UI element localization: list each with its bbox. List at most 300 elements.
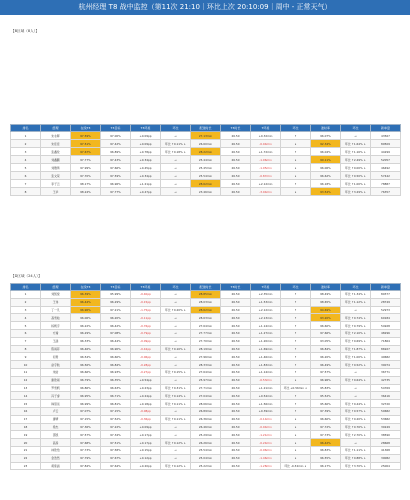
table-row: [11, 431, 401, 439]
table-cell: 环比 ↑0.50% ↓: [341, 172, 371, 180]
table-section-d: [10, 283, 401, 470]
table-cell: 96.60%: [311, 415, 341, 423]
table-cell: 4: [11, 156, 41, 164]
table-cell: 环比 ↑0.74% ↓: [341, 314, 371, 322]
table-cell: 28749: [371, 298, 401, 306]
table-cell: 96.83%: [311, 446, 341, 454]
table-cell: 9: [11, 353, 41, 361]
table-cell: 26.50: [221, 188, 251, 196]
table-cell: 96.60%: [311, 322, 341, 330]
table-cell: 97.66%: [311, 329, 341, 337]
table-cell: 86927: [371, 345, 401, 353]
table-cell: 71864: [371, 337, 401, 345]
table-cell: 环比 ↑0.44% ↓: [341, 400, 371, 408]
column-header[interactable]: T3时长: [221, 284, 251, 291]
column-header[interactable]: 环比: [161, 284, 191, 291]
table-cell: 96.35%: [101, 376, 131, 384]
table-cell: 97.66%: [101, 164, 131, 172]
table-row: [11, 306, 401, 314]
table-cell: 93.20%: [311, 314, 341, 322]
table-cell: 96.66%: [71, 368, 101, 376]
table-cell: 27.64min: [191, 322, 221, 330]
table-cell: 97.51%: [71, 140, 101, 148]
table-cell: 28.06min: [191, 400, 221, 408]
table-cell: 97.57%: [71, 431, 101, 439]
table-cell: +0.09pp: [131, 423, 161, 431]
table-cell: 27.13min: [191, 132, 221, 140]
table-cell: 环比 ↑0.15% ↓: [161, 368, 191, 376]
table-cell: →: [161, 291, 191, 299]
table-cell: 26.50: [221, 298, 251, 306]
table-cell: -0.15pp: [131, 298, 161, 306]
table-cell: 环比 ↑1.87% ↓: [341, 345, 371, 353]
table-cell: ↑: [281, 345, 311, 353]
table-cell: →: [161, 322, 191, 330]
table-cell: 23: [11, 462, 41, 470]
table-cell: 环比 ↑2.70% ↓: [341, 431, 371, 439]
table-cell: 7: [11, 337, 41, 345]
table-cell: 92.34%: [311, 140, 341, 148]
table-cell: 环比 ↑1.16% ↓: [341, 148, 371, 156]
table-cell: →: [161, 329, 191, 337]
table-row: [11, 132, 401, 140]
table-cell: -0.42pp: [131, 345, 161, 353]
table-cell: -0.04min: [251, 423, 281, 431]
table-cell: ↓: [281, 439, 311, 447]
table-cell: 朱佳佳: [41, 140, 71, 148]
column-header[interactable]: 经理: [41, 284, 71, 291]
table-cell: →: [161, 188, 191, 196]
table-cell: 26.50: [221, 132, 251, 140]
table-cell: 张文荣: [41, 172, 71, 180]
table-cell: ↑: [281, 407, 311, 415]
table-cell: 96.39%: [71, 291, 101, 299]
table-row: [11, 361, 401, 369]
table-cell: +1.21min: [251, 384, 281, 392]
table-row: [11, 384, 401, 392]
table-cell: -1.21min: [251, 431, 281, 439]
table-row: [11, 353, 401, 361]
table-cell: 96.71%: [101, 392, 131, 400]
table-cell: 28.33min: [191, 361, 221, 369]
column-header[interactable]: 准时率: [311, 284, 341, 291]
table-cell: ↑: [281, 400, 311, 408]
table-row: [11, 423, 401, 431]
table-row: [11, 337, 401, 345]
table-cell: 金浩然: [41, 454, 71, 462]
table-cell: ↑: [281, 132, 311, 140]
table-cell: +0.34pp: [131, 172, 161, 180]
table-cell: 96.99%: [71, 400, 101, 408]
column-header[interactable]: 环比: [281, 125, 311, 132]
page-title: 杭州经理 T8 战中监控（第11次 21:10｜环比上次 20:10:09｜周中 - 正常天气）: [0, 0, 410, 15]
table-cell: 96.56%: [71, 361, 101, 369]
table-cell: 36416: [371, 392, 401, 400]
table-cell: 韩思远: [41, 400, 71, 408]
table-cell: +1.56min: [251, 400, 281, 408]
table-cell: 41368: [371, 446, 401, 454]
table-cell: 唐晴: [41, 415, 71, 423]
table-cell: 26.89min: [191, 407, 221, 415]
table-cell: 97.64%: [101, 462, 131, 470]
table-cell: 8: [11, 345, 41, 353]
table-cell: 环比 -0.34min ↓: [281, 462, 311, 470]
table-cell: →: [341, 439, 371, 447]
table-cell: 57442: [371, 172, 401, 180]
table-cell: →: [161, 407, 191, 415]
table-cell: 方瑜: [41, 329, 71, 337]
table-cell: -0.06pp: [131, 353, 161, 361]
table-cell: 环比 ↑0.11% ↓: [161, 400, 191, 408]
table-row: [11, 156, 401, 164]
table-cell: 27.64min: [191, 368, 221, 376]
table-cell: 28.19min: [191, 345, 221, 353]
table-row: [11, 180, 401, 188]
table-cell: ↓: [281, 454, 311, 462]
table-cell: -0.76pp: [131, 322, 161, 330]
table-cell: ↑: [281, 361, 311, 369]
table-cell: -0.79pp: [131, 329, 161, 337]
table-row: [11, 446, 401, 454]
table-cell: 环比 ↑0.31% ↓: [161, 384, 191, 392]
table-cell: 王华: [41, 188, 71, 196]
table-cell: 环比 ↑1.11% ↓: [341, 446, 371, 454]
table-cell: ↑: [281, 314, 311, 322]
table-cell: 环比 ↑0.76% ↓: [341, 423, 371, 431]
table-cell: 26.50: [221, 345, 251, 353]
table-cell: -0.40pp: [131, 291, 161, 299]
column-header[interactable]: 新单量: [371, 284, 401, 291]
table-cell: 96.42%: [101, 322, 131, 330]
table-cell: 97.39%: [311, 407, 341, 415]
table-cell: +1.53min: [251, 298, 281, 306]
table-cell: 26.50: [221, 407, 251, 415]
column-header[interactable]: 排名: [11, 125, 41, 132]
table-cell: 89509: [371, 140, 401, 148]
table-cell: 97.08%: [101, 329, 131, 337]
table-row: [11, 322, 401, 330]
table-cell: 26.50: [221, 454, 251, 462]
table-cell: +0.17pp: [131, 439, 161, 447]
table-cell: 环比 ↑1.00% ↓: [341, 353, 371, 361]
table-cell: 28.85min: [191, 291, 221, 299]
table-cell: ↑: [281, 148, 311, 156]
table-cell: 26.50: [221, 306, 251, 314]
table-cell: ↓: [281, 415, 311, 423]
table-cell: -0.96min: [251, 446, 281, 454]
table-cell: 李子云: [41, 180, 71, 188]
table-cell: ↑: [281, 392, 311, 400]
column-header[interactable]: 环比: [281, 284, 311, 291]
table-cell: ↓: [281, 188, 311, 196]
table-cell: 环比 ↑0.11% ↓: [161, 415, 191, 423]
table-cell: 28.62min: [191, 306, 221, 314]
table-cell: 环比 ↑0.69% ↓: [341, 337, 371, 345]
table-cell: 4: [11, 314, 41, 322]
column-header[interactable]: T3环差: [131, 125, 161, 132]
table-cell: 97.00%: [101, 132, 131, 140]
table-cell: -1.75pp: [131, 306, 161, 314]
table-cell: 97.68%: [71, 439, 101, 447]
table-cell: -0.14min: [251, 415, 281, 423]
table-cell: 98.17%: [71, 180, 101, 188]
table-row: [11, 439, 401, 447]
table-cell: 95.52%: [311, 392, 341, 400]
table-cell: 96.55%: [311, 454, 341, 462]
table-cell: 98.65%: [311, 298, 341, 306]
table-cell: 97.67%: [71, 148, 101, 156]
table-row: [11, 454, 401, 462]
table-cell: 高扬: [41, 439, 71, 447]
section-label-b: 【B区域（8人）】: [11, 29, 40, 33]
table-cell: →: [161, 431, 191, 439]
table-cell: 环比 ↑0.10% ↓: [161, 345, 191, 353]
table-cell: 44299: [371, 148, 401, 156]
table-cell: 23.46min: [191, 188, 221, 196]
table-header-row: [11, 284, 401, 291]
table-cell: -1.06min: [251, 156, 281, 164]
table-cell: 97.72%: [311, 423, 341, 431]
table-cell: ↑: [281, 337, 311, 345]
table-cell: 朱晗: [41, 368, 71, 376]
table-cell: -0.24min: [251, 439, 281, 447]
table-cell: 1: [11, 291, 41, 299]
table-cell: 环比 ↑0.57% ↓: [341, 407, 371, 415]
table-cell: →: [161, 156, 191, 164]
table-cell: 罗雪帆: [41, 384, 71, 392]
table-cell: 97.22%: [101, 423, 131, 431]
table-cell: 环比 ↑0.12% ↓: [161, 439, 191, 447]
table-cell: 16: [11, 407, 41, 415]
table-cell: 95.83%: [311, 384, 341, 392]
table-cell: 冯子睿: [41, 392, 71, 400]
table-cell: 26.36min: [191, 415, 221, 423]
table-row: [11, 368, 401, 376]
table-cell: 97.59%: [71, 132, 101, 140]
table-cell: -0.09pp: [131, 337, 161, 345]
table-cell: 52057: [371, 156, 401, 164]
table-header-row: [11, 125, 401, 132]
table-cell: 96.63%: [101, 384, 131, 392]
table-row: [11, 140, 401, 148]
table-cell: +0.09pp: [131, 132, 161, 140]
table-cell: 5: [11, 322, 41, 330]
table-cell: 50682: [371, 407, 401, 415]
table-cell: 26.50: [221, 164, 251, 172]
table-cell: +0.20pp: [131, 462, 161, 470]
table-cell: 27.77min: [191, 329, 221, 337]
table-cell: 96.07%: [311, 132, 341, 140]
table-cell: 96.95%: [71, 392, 101, 400]
table-cell: +2.13min: [251, 314, 281, 322]
column-header[interactable]: 经理: [41, 125, 71, 132]
column-header[interactable]: 环比: [161, 125, 191, 132]
table-cell: +0.18pp: [131, 400, 161, 408]
table-cell: 96.44%: [101, 337, 131, 345]
table-cell: 环比 +0.56min ↓: [281, 384, 311, 392]
table-row: [11, 392, 401, 400]
table-cell: 28.63min: [191, 314, 221, 322]
column-header[interactable]: T3目标: [101, 125, 131, 132]
table-cell: +0.09pp: [131, 140, 161, 148]
table-cell: 21: [11, 446, 41, 454]
table-cell: →: [161, 132, 191, 140]
table-cell: 1: [11, 132, 41, 140]
table-cell: 32720: [371, 400, 401, 408]
table-cell: 25.04min: [191, 454, 221, 462]
table-cell: 98.24%: [71, 188, 101, 196]
table-cell: →: [161, 180, 191, 188]
table-cell: 97.15%: [101, 407, 131, 415]
table-cell: 25004: [371, 462, 401, 470]
table-cell: 26.50: [221, 322, 251, 330]
table-cell: 96.44%: [71, 298, 101, 306]
table-row: [11, 148, 401, 156]
table-cell: →: [341, 392, 371, 400]
table-cell: 96.84%: [311, 345, 341, 353]
table-row: [11, 291, 401, 299]
table-row: [11, 400, 401, 408]
column-header[interactable]: T3时长: [221, 125, 251, 132]
column-header[interactable]: T3环差: [131, 284, 161, 291]
table-row: [11, 164, 401, 172]
table-cell: 96.86%: [71, 384, 101, 392]
table-cell: -0.36pp: [131, 415, 161, 423]
column-header[interactable]: 在线T3: [71, 125, 101, 132]
column-header[interactable]: 在线T3: [71, 284, 101, 291]
table-cell: 96.60%: [101, 353, 131, 361]
table-cell: ↑: [281, 329, 311, 337]
table-cell: 26.50: [221, 172, 251, 180]
table-cell: 高雪晗: [41, 314, 71, 322]
table-cell: +2.12min: [251, 180, 281, 188]
column-header[interactable]: 环比: [341, 125, 371, 132]
table-cell: 42735: [371, 376, 401, 384]
table-cell: 26.50: [221, 337, 251, 345]
table-cell: 7: [11, 180, 41, 188]
column-header[interactable]: T环差: [251, 284, 281, 291]
table-cell: 环比 ↑0.00% ↓: [341, 164, 371, 172]
table-cell: 19: [11, 431, 41, 439]
column-header[interactable]: T3目标: [101, 284, 131, 291]
table-cell: 25.22min: [191, 462, 221, 470]
table-cell: +0.34pp: [131, 156, 161, 164]
table-cell: 99.11%: [311, 156, 341, 164]
table-cell: 丁一凡: [41, 306, 71, 314]
table-cell: 28.03min: [191, 298, 221, 306]
column-header[interactable]: T环差: [251, 125, 281, 132]
table-cell: +0.45pp: [131, 164, 161, 172]
table-cell: →: [161, 376, 191, 384]
table-cell: 26.50: [221, 140, 251, 148]
table-cell: 96.20%: [311, 353, 341, 361]
table-cell: +0.24pp: [131, 392, 161, 400]
table-cell: 96.54%: [71, 353, 101, 361]
table-cell: 环比 ↑2.10% ↓: [341, 329, 371, 337]
table-cell: 28.62min: [191, 180, 221, 188]
table-cell: 26.50: [221, 384, 251, 392]
table-cell: ↓: [281, 140, 311, 148]
table-cell: 97.43%: [101, 156, 131, 164]
table-cell: +2.12min: [251, 306, 281, 314]
table-cell: 26.26min: [191, 439, 221, 447]
table-cell: 46492: [371, 164, 401, 172]
table-cell: 25.29min: [191, 431, 221, 439]
table-cell: 96.42%: [311, 439, 341, 447]
table-cell: ↓: [281, 423, 311, 431]
table-cell: →: [161, 298, 191, 306]
table-cell: 97.77%: [101, 188, 131, 196]
table-cell: 环比 ↑0.12% ↓: [161, 462, 191, 470]
table-cell: 97.59%: [101, 172, 131, 180]
table-cell: 15: [11, 400, 41, 408]
table-cell: -0.04min: [251, 140, 281, 148]
table-cell: +0.12pp: [131, 454, 161, 462]
table-cell: 52973: [371, 306, 401, 314]
table-cell: 96.84%: [101, 361, 131, 369]
table-cell: ↓: [281, 172, 311, 180]
table-cell: 27.04min: [191, 392, 221, 400]
column-header[interactable]: 配送时长: [191, 125, 221, 132]
table-cell: 27.70min: [191, 337, 221, 345]
column-header[interactable]: 准时率: [311, 125, 341, 132]
table-cell: ↓: [281, 164, 311, 172]
table-cell: 39082: [371, 454, 401, 462]
table-cell: ↑: [281, 368, 311, 376]
table-cell: 97.42%: [101, 140, 131, 148]
table-cell: 96.96%: [71, 306, 101, 314]
table-cell: 26.46min: [191, 423, 221, 431]
table-cell: 76357: [371, 188, 401, 196]
table-cell: 2: [11, 140, 41, 148]
table-cell: →: [161, 164, 191, 172]
table-cell: 环比 ↑0.20% ↓: [341, 415, 371, 423]
table-cell: 26.50: [221, 291, 251, 299]
table-row: [11, 314, 401, 322]
table-cell: 11: [11, 368, 41, 376]
table-cell: 26.50: [221, 462, 251, 470]
column-header[interactable]: 配送时长: [191, 284, 221, 291]
table-cell: 96.06%: [71, 314, 101, 322]
column-header[interactable]: 新单量: [371, 125, 401, 132]
column-header[interactable]: 排名: [11, 284, 41, 291]
table-cell: 97.51%: [101, 439, 131, 447]
table-cell: →: [161, 353, 191, 361]
table-row: [11, 376, 401, 384]
table-cell: 97.99%: [71, 164, 101, 172]
table-cell: 97.21%: [101, 306, 131, 314]
table-cell: 12: [11, 376, 41, 384]
table-cell: 26.50: [221, 392, 251, 400]
table-cell: +1.20min: [251, 337, 281, 345]
table-cell: 98.49%: [311, 291, 341, 299]
table-cell: 28.22min: [191, 148, 221, 156]
table-cell: →: [341, 384, 371, 392]
table-row: [11, 415, 401, 423]
table-cell: +0.39min: [251, 407, 281, 415]
table-cell: 环比 ↑1.00% ↓: [341, 180, 371, 188]
table-cell: 96.96%: [101, 180, 131, 188]
table-cell: 10: [11, 361, 41, 369]
table-cell: 13: [11, 384, 41, 392]
table-cell: -0.53min: [251, 376, 281, 384]
table-cell: 邵凯: [41, 431, 71, 439]
table-section-b: [10, 124, 401, 196]
table-cell: →: [161, 446, 191, 454]
table-row: [11, 172, 401, 180]
column-header[interactable]: 环比: [341, 284, 371, 291]
table-cell: +1.14min: [251, 368, 281, 376]
